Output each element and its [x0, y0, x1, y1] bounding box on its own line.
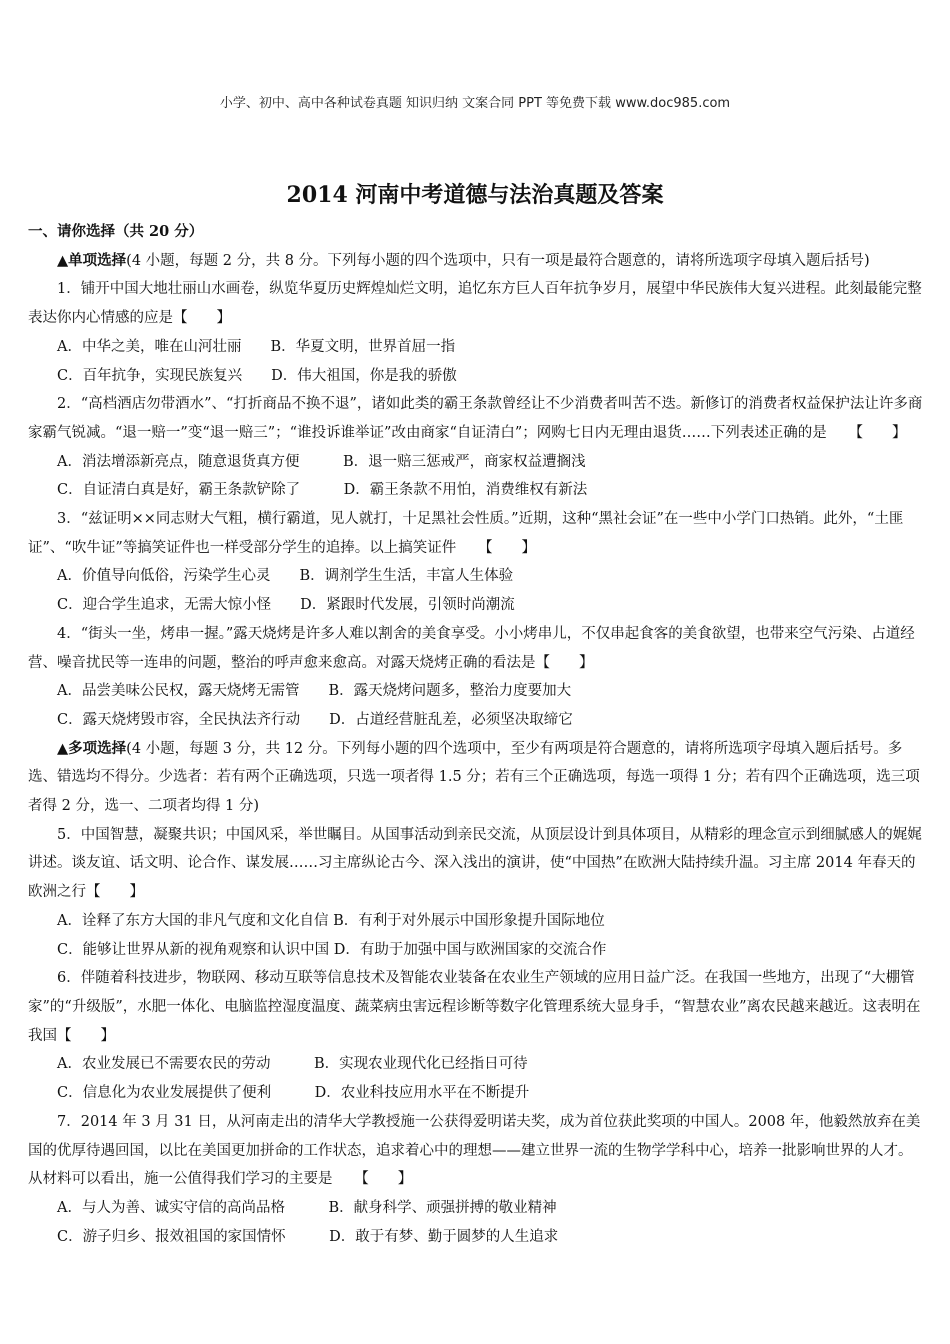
options-row: C．信息化为农业发展提供了便利 D．农业科技应用水平在不断提升 — [57, 1085, 530, 1102]
question-stem: 2．“高档酒店勿带酒水”、“打折商品不换不退”，诸如此类的霸王条款曾经让不少消费者叫苦不迭。新修订的消费者权益保护法让许多商家霸气锐减。“退一赔一”变“退一赔三”；“谁投诉谁举证”改由商家“自证清白”；网购七日内无理由退货……下列表述正确的是 【 】 — [28, 396, 923, 441]
question-stem: 7．2014 年 3 月 31 日，从河南走出的清华大学教授施一公获得爱明诺夫奖，成为首位获此奖项的中国人。2008 年，他毅然放弃在美国的优厚待遇回国，以比在美国更加拼命的工作状态，追求着心中的理想——建立世界一流的生物学学科中心，培养一批影响世界的人才。从材料可以看出，施一公值得我们学习的主要是 【 】 — [28, 1113, 921, 1188]
question-4 — [28, 620, 924, 735]
options-row: A．品尝美味公民权，露天烧烤无需管 B．露天烧烤问题多，整治力度要加大 — [57, 683, 572, 700]
multi-choice-instruction — [28, 735, 924, 821]
single-choice-instruction — [28, 247, 924, 276]
section-heading: 一、请你选择（共 20 分） — [28, 223, 204, 240]
triangle-marker: ▲ — [57, 251, 69, 269]
question-7 — [28, 1108, 924, 1252]
question-stem: 4．“街头一坐，烤串一握。”露天烧烤是许多人难以割舍的美食享受。小小烤串儿，不仅串起食客的美食欲望，也带来空气污染、占道经营、噪音扰民等一连串的问题，整治的呼声愈来愈高。对露天烧烤正确的看法是【 】 — [28, 625, 915, 671]
options-row: A．诠释了东方大国的非凡气度和文化自信 B．有利于对外展示中国形象提升国际地位 — [57, 912, 605, 929]
question-5 — [28, 821, 924, 965]
question-stem: 6．伴随着科技进步，物联网、移动互联等信息技术及智能农业装备在农业生产领域的应用日益广泛。在我国一些地方，出现了“大棚管家”的“升级版”，水肥一体化、电脑监控湿度温度、蔬菜病虫害远程诊断等数字化管理系统大显身手，“智慧农业”离农民越来越近。这表明在我国【 】 — [28, 970, 921, 1044]
multi-choice-rules: (4 小题，每题 3 分，共 12 分。下列每小题的四个选项中，至少有两项是符合题意的，请将所选项字母填入题后括号。多选、错选均不得分。少选者：若有两个正确选项，只选一项者得 1.5 分；若有三个正确选项，每选一项得 1 分；若有四个正确选项，选三项者得 2 分，选一、二项者均得 1 分) — [28, 740, 920, 815]
triangle-marker: ▲ — [57, 739, 69, 757]
single-choice-label: 单项选择 — [68, 251, 127, 269]
options-row: A．与人为善、诚实守信的高尚品格 B．献身科学、顽强拼搏的敬业精神 — [57, 1199, 557, 1216]
options-row: C．迎合学生追求，无需大惊小怪 D．紧跟时代发展，引领时尚潮流 — [57, 597, 515, 614]
options-row: A．农业发展已不需要农民的劳动 B．实现农业现代化已经指日可待 — [57, 1056, 528, 1073]
options-row: C．能够让世界从新的视角观察和认识中国 D．有助于加强中国与欧洲国家的交流合作 — [57, 941, 607, 958]
multi-choice-label: 多项选择 — [68, 739, 127, 757]
options-row: C．游子归乡、报效祖国的家国情怀 D．敢于有梦、勤于圆梦的人生追求 — [57, 1228, 559, 1245]
site-header: 小学、初中、高中各种试卷真题 知识归纳 文案合同 PPT 等免费下载 www.doc985.com — [219, 96, 731, 111]
options-row: C．百年抗争，实现民族复兴 D．伟大祖国，你是我的骄傲 — [57, 367, 457, 384]
question-1 — [28, 275, 924, 390]
options-row: C．露天烧烤毁市容，全民执法齐行动 D．占道经营脏乱差，必须坚决取缔它 — [57, 711, 573, 728]
options-row: A．价值导向低俗，污染学生心灵 B．调剂学生生活，丰富人生体验 — [57, 568, 514, 585]
options-row: C．自证清白真是好，霸王条款铲除了 D．霸王条款不用怕，消费维权有新法 — [57, 482, 588, 499]
options-row: A．消法增添新亮点，随意退货真方便 B．退一赔三惩戒严，商家权益遭搁浅 — [57, 453, 586, 470]
question-stem: 1．铺开中国大地壮丽山水画卷，纵览华夏历史辉煌灿烂文明，追忆东方巨人百年抗争岁月，展望中华民族伟大复兴进程。此刻最能完整表达你内心情感的应是【 】 — [28, 281, 922, 327]
question-stem: 3．“兹证明××同志财大气粗，横行霸道，见人就打，十足黑社会性质。”近期，这种“黑社会证”在一些中小学门口热销。此外，“土匪证”、“吹牛证”等搞笑证件也一样受部分学生的追捧。以上搞笑证件 【 】 — [28, 511, 904, 556]
question-stem: 5．中国智慧，凝聚共识；中国风采，举世瞩目。从国事活动到亲民交流，从顶层设计到具体项目，从精彩的理念宣示到细腻感人的娓娓讲述。谈友谊、话文明、论合作、谋发展……习主席纵论古今、深入浅出的演讲，使“中国热”在欧洲大陆持续升温。习主席 2014 年春天的欧洲之行【 】 — [28, 826, 922, 901]
question-2 — [28, 390, 924, 505]
single-choice-rules: (4 小题，每题 2 分，共 8 分。下列每小题的四个选项中，只有一项是最符合题意的，请将所选项字母填入题后括号) — [126, 252, 870, 269]
document-body — [28, 218, 924, 1251]
options-row: A．中华之美，唯在山河壮丽 B．华夏文明，世界首屈一指 — [57, 338, 456, 355]
page-title: 2014 河南中考道德与法治真题及答案 — [286, 182, 664, 208]
question-3 — [28, 505, 924, 620]
question-6 — [28, 964, 924, 1108]
